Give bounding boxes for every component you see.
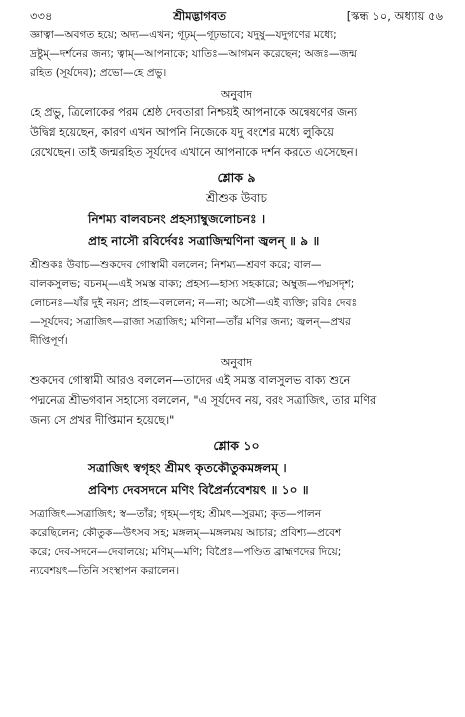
synonym-line: দীপ্তিপূর্ণ।: [30, 335, 68, 347]
verse-text: [30, 457, 443, 501]
translation-line: শুকদেব গোস্বামী আরও বললেন—তাদের এই সমস্ত বালসুলভ বাক্য শুনে: [30, 374, 351, 387]
verse-speaker: শ্রীশুক উবাচ: [205, 191, 267, 205]
page-number: ৩৩৪: [30, 9, 53, 23]
synonym-line: লোচনঃ—যাঁর দুই নয়ন; প্রাহ—বললেন; ন—না; অসৌ—এই ব্যক্তি; রবিঃ দেবঃ: [30, 297, 358, 309]
chapter-reference: [স্কন্ধ ১০, অধ্যায় ৫৬: [346, 9, 443, 23]
synonym-line: সত্রাজিৎ—সত্রাজিৎ; স্ব—তাঁর; গৃহম্—গৃহ; শ্রীমৎ—সুরম্য; কৃত—পালন: [30, 508, 322, 520]
synonym-line: রহিত (সূর্যদেব); প্রভো—হে প্রভু।: [30, 67, 167, 79]
translation-line: উদ্বিগ্ন হয়েছেন, কারণ এখন আপনি নিজেকে যদু বংশের মধ্যে লুকিয়ে: [30, 126, 334, 139]
verse-heading: শ্লোক ১০: [213, 438, 260, 453]
translation-line: হে প্রভু, ত্রিলোকের পরম শ্রেষ্ঠ দেবতারা নিশ্চয়ই আপনাকে অন্বেষণের জন্য: [30, 106, 358, 119]
synonym-line: বালকসুলভ; বচনম্—এই সমস্ত বাক্য; প্রহস্য—হাস্য সহকারে; অম্বুজ—পদ্মসদৃশ;: [30, 278, 355, 290]
verse-heading: শ্লোক ৯: [217, 170, 256, 185]
book-title: শ্রীমদ্ভাগবত: [173, 9, 226, 23]
verse-text: [30, 208, 443, 252]
verse-line: প্রবিশ্য দেবসদনে মণিং বিপ্রৈর্ন্যবেশয়ৎ ॥ ১০ ॥: [88, 483, 309, 497]
translation-label: অনুবাদ: [220, 88, 253, 101]
synonyms-top: [30, 26, 443, 83]
translation-block: [30, 371, 443, 431]
synonym-line: দ্রষ্টুম্—দর্শনের জন্য; ত্বাম্—আপনাকে; যাতিঃ—আগমন করেছেন; অজঃ—জন্ম: [30, 48, 358, 60]
verse-line: নিশম্য বালবচনং প্রহস্যাম্বুজলোচনঃ ।: [88, 212, 266, 226]
verse-synonyms: [30, 505, 443, 581]
synonym-line: ন্যবেশয়ৎ—তিনি সংস্থাপন করালেন।: [30, 565, 180, 577]
verse-line: প্রাহ নাসৌ রবির্দেবঃ সত্রাজিম্মণিনা জ্বলন্ ॥ ৯ ॥: [88, 234, 320, 248]
verse-line: সত্রাজিৎ স্বগৃহং শ্রীমৎ কৃতকৌতুকমঙ্গলম্ ।: [88, 461, 287, 475]
translation-line: রেখেছেন। তাই জন্মরহিত সূর্যদেব এখানে আপনাকে দর্শন করতে এসেছেন।: [30, 146, 358, 159]
synonym-line: জ্ঞাত্বা—অবগত হয়ে; অদ্য—এখন; গূঢ়ম্—গূঢ়ভাবে; যদুষু—যদুগণের মধ্যে;: [30, 29, 337, 41]
synonym-line: করেছিলেন; কৌতুক—উৎসব সহ; মঙ্গলম্—মঙ্গলময় আচার; প্রবিশ্য—প্রবেশ: [30, 527, 342, 539]
synonym-line: শ্রীশুকঃ উবাচ—শুকদেব গোস্বামী বললেন; নিশম্য—শ্রবণ করে; বাল—: [30, 259, 322, 271]
translation-block: [30, 103, 443, 163]
translation-line: জন্য সে প্রখর দীপ্তিমান হয়েছে।": [30, 414, 175, 427]
translation-line: পদ্মনেত্র শ্রীভগবান সহাস্যে বললেন, "এ সূর্যদেব নয়, বরং সত্রাজিৎ, তার মণির: [30, 394, 377, 407]
synonym-line: করে; দেব-সদনে—দেবালয়ে; মণিম্—মণি; বিপ্রৈঃ—পণ্ডিত ব্রাহ্মণদের দিয়ে;: [30, 546, 342, 558]
verse-synonyms: [30, 256, 443, 351]
translation-label: অনুবাদ: [220, 356, 253, 369]
page-header: [30, 8, 443, 26]
synonym-line: —সূর্যদেব; সত্রাজিৎ—রাজা সত্রাজিৎ; মণিনা—তাঁর মণির জন্য; জ্বলন্—প্রখর: [30, 316, 351, 328]
